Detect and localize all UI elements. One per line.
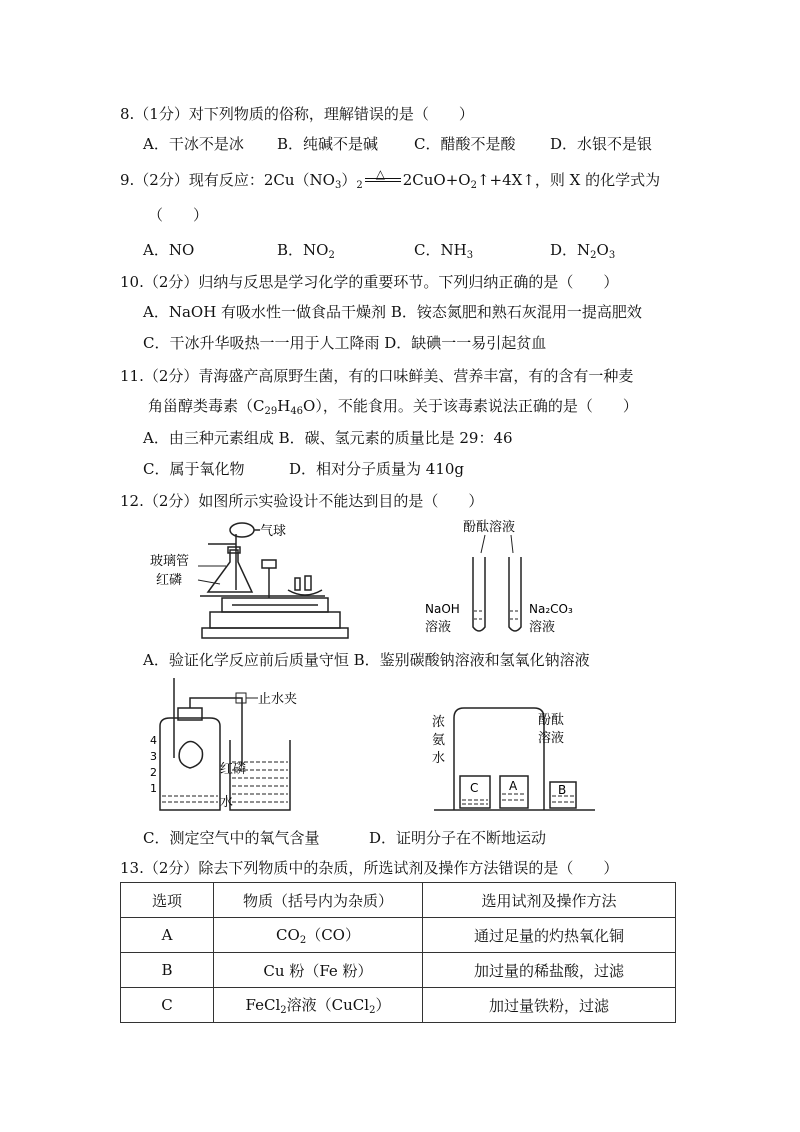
- q12-option-d: D．证明分子在不断地运动: [369, 829, 547, 847]
- q10-options-cd: C．干冰升华吸热一一用于人工降雨 D．缺碘一一易引起贫血: [143, 334, 547, 352]
- header-option: 选项: [121, 883, 214, 918]
- q9-option-a: A．NO: [143, 241, 195, 259]
- test-tube-left-icon: [473, 557, 485, 631]
- large-beaker-icon: [454, 708, 544, 810]
- q12-options-ab: A．验证化学反应前后质量守恒 B．鉴别碳酸钠溶液和氢氧化钠溶液: [143, 651, 590, 669]
- q12-stem: 12.（2分）如图所示实验设计不能达到目的是（ ）: [120, 492, 484, 510]
- figD-ammonia-1: 浓: [432, 715, 446, 730]
- row-a-substance: $CO_2(CO)$: [214, 918, 423, 953]
- figure-c-oxygen-content: [150, 678, 310, 818]
- figC-mark-1: 1: [150, 782, 157, 795]
- header-substance: 物质（括号内为杂质）: [214, 883, 423, 918]
- figC-clip-label: 止水夹: [258, 692, 298, 707]
- figC-mark-2: 2: [150, 766, 157, 779]
- figB-na2co3-label: Na₂CO₃: [529, 602, 573, 616]
- row-c-method: 加过量铁粉，过滤: [423, 988, 676, 1023]
- figB-na2co3-solution: 溶液: [529, 620, 556, 635]
- figD-ammonia-2: 氨: [432, 733, 446, 748]
- figD-cup-c: C: [470, 781, 479, 795]
- q11-options-ab: A．由三种元素组成 B．碳、氢元素的质量比是 29：46: [143, 429, 513, 447]
- figD-cup-b: B: [558, 783, 567, 797]
- table-row: [121, 918, 676, 953]
- figC-mark-4: 4: [150, 734, 157, 747]
- balloon-icon: [230, 523, 254, 537]
- figA-balloon-label: 气球: [260, 524, 287, 539]
- figure-d-molecular-motion: [430, 700, 600, 815]
- row-a-method: 通过足量的灼热氧化铜: [423, 918, 676, 953]
- table-row: [121, 988, 676, 1023]
- q8-option-d: D．水银不是银: [550, 135, 653, 153]
- q11-option-c: C．属于氧化物: [143, 460, 245, 478]
- q10-options-ab: A．NaOH 有吸水性一做食品干燥剂 B．铵态氮肥和熟石灰混用一提高肥效: [143, 303, 642, 321]
- q8-option-b: B．纯碱不是碱: [277, 135, 379, 153]
- row-b-method: 加过量的稀盐酸，过滤: [423, 953, 676, 988]
- row-b-option: B: [121, 953, 214, 988]
- q9-stem: 9.（2分）现有反应：$2Cu(NO_3)_2$ △ $2CuO+O_2↑+4X↑$，则 X 的化学式为: [120, 170, 660, 196]
- q13-table: [120, 882, 676, 1023]
- figA-redp-label: 红磷: [156, 573, 183, 588]
- figB-phenol-label: 酚酞溶液: [463, 520, 516, 535]
- figB-naoh-label: NaOH: [425, 602, 460, 616]
- reaction-arrow: [363, 167, 403, 190]
- q9-answer-paren: （ ）: [148, 206, 209, 224]
- figC-water-label: 水: [220, 795, 234, 810]
- figB-naoh-solution: 溶液: [425, 620, 452, 635]
- row-a-option: A: [121, 918, 214, 953]
- q9-option-d: D．$N_2O_3$: [550, 241, 616, 261]
- row-c-option: C: [121, 988, 214, 1023]
- figC-mark-3: 3: [150, 750, 157, 763]
- figure-a-mass-conservation: [150, 520, 350, 642]
- q8-option-c: C．醋酸不是酸: [414, 135, 516, 153]
- header-method: 选用试剂及操作方法: [423, 883, 676, 918]
- table-header-row: [121, 883, 676, 918]
- figD-cup-a: A: [509, 779, 518, 793]
- q9-option-c: C．$NH_3$: [414, 241, 474, 261]
- figD-phenol-2: 溶液: [538, 731, 565, 746]
- q11-stem-line1: 11.（2分）青海盛产高原野生菌，有的口味鲜美、营养丰富，有的含有一种麦: [120, 367, 634, 385]
- figA-glasstube-label: 玻璃管: [150, 554, 190, 569]
- q8-stem: 8.（1分）对下列物质的俗称，理解错误的是（ ）: [120, 105, 474, 123]
- q11-stem-line2: 角甾醇类毒素$(C_{29}H_{46}O)$，不能食用。关于该毒素说法正确的是（ ）: [148, 397, 638, 417]
- delta-symbol: △: [375, 167, 385, 181]
- q10-stem: 10.（2分）归纳与反思是学习化学的重要环节。下列归纳正确的是（ ）: [120, 273, 619, 291]
- figC-redp-label: 红磷: [220, 762, 247, 777]
- figD-ammonia-3: 水: [432, 751, 446, 766]
- q13-stem: 13.（2分）除去下列物质中的杂质，所选试剂及操作方法错误的是（ ）: [120, 859, 619, 877]
- row-b-substance: Cu 粉（Fe 粉）: [214, 953, 423, 988]
- flask-icon: [208, 550, 252, 592]
- row-c-substance: FeCl$_2$溶液（CuCl$_2$）: [214, 988, 423, 1023]
- q12-option-c: C．测定空气中的氧气含量: [143, 829, 320, 847]
- q8-option-a: A．干冰不是冰: [143, 135, 244, 153]
- figure-b-test-tubes: [425, 515, 595, 640]
- q9-option-b: B．$NO_2$: [277, 241, 335, 261]
- table-row: [121, 953, 676, 988]
- q11-option-d: D．相对分子质量为 410g: [289, 460, 465, 478]
- figD-phenol-1: 酚酞: [538, 713, 565, 728]
- test-tube-right-icon: [509, 557, 521, 631]
